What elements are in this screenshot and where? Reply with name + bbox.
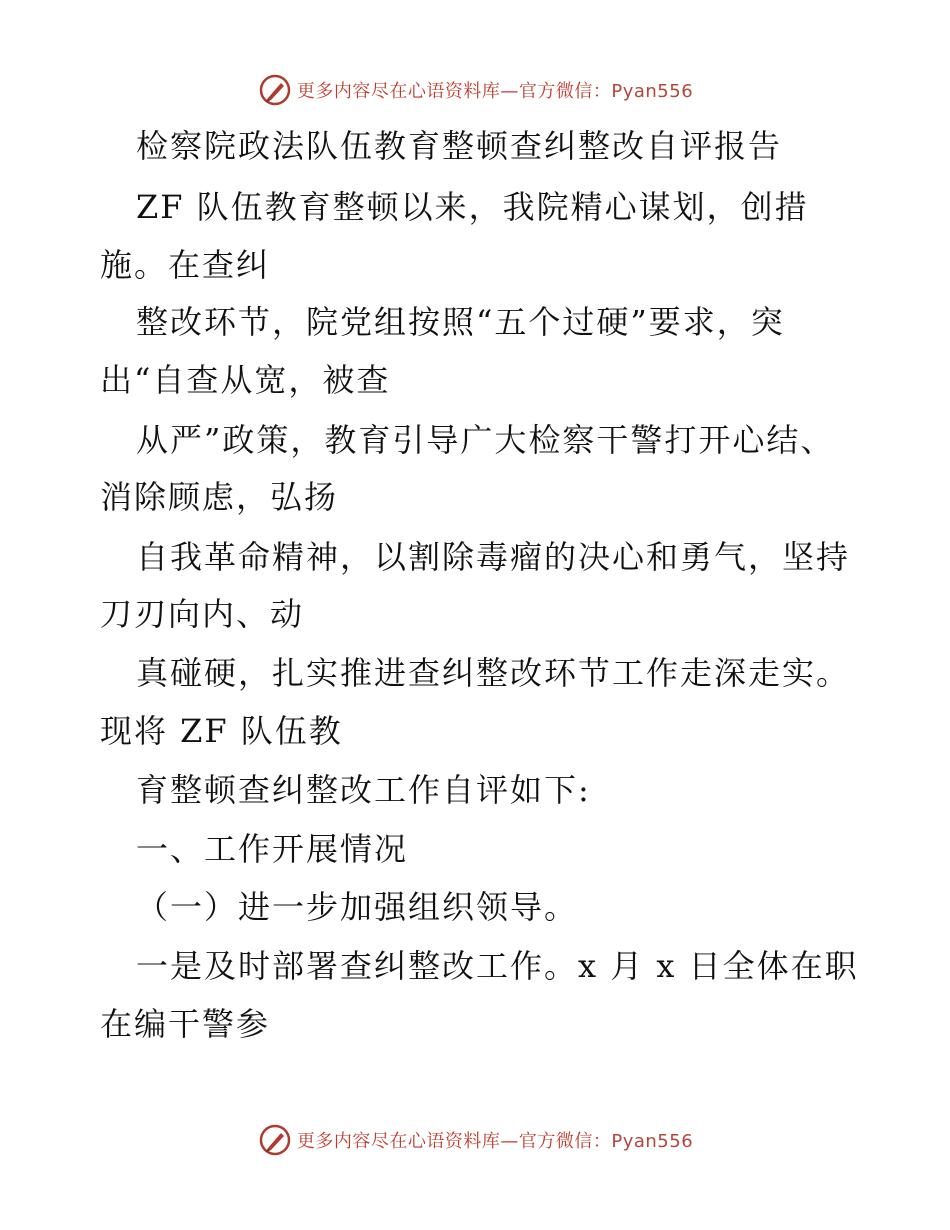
paragraph-line: 育整顿查纠整改工作自评如下:	[136, 771, 591, 809]
section-heading: 一、工作开展情况	[136, 830, 409, 868]
paragraph-line: 消除顾虑，弘扬	[100, 478, 339, 516]
footer-watermark	[0, 1120, 950, 1160]
subsection-heading: （一）进一步加强组织领导。	[136, 888, 579, 926]
paragraph-line: 整改环节，院党组按照“五个过硬”要求，突	[136, 303, 785, 341]
header-watermark	[0, 70, 950, 110]
watermark-text: 更多内容尽在心语资料库—官方微信：Pyan556	[296, 1131, 694, 1152]
paragraph-line: ZF 队伍教育整顿以来，我院精心谋划，创措	[136, 188, 809, 226]
watermark-text: 更多内容尽在心语资料库—官方微信：Pyan556	[296, 81, 694, 102]
paragraph-line: 真碰硬，扎实推进查纠整改环节工作走深走实。	[136, 654, 851, 692]
paragraph-line: 施。在查纠	[100, 246, 271, 284]
pen-in-circle-icon	[257, 1122, 293, 1158]
paragraph-line: 在编干警参	[100, 1005, 271, 1043]
paragraph-line: 自我革命精神，以割除毒瘤的决心和勇气，坚持	[136, 538, 851, 576]
pen-in-circle-icon	[257, 72, 293, 108]
paragraph-line: 一是及时部署查纠整改工作。x 月 x 日全体在职	[136, 947, 859, 985]
paragraph-line: 出“自查从宽，被查	[100, 361, 391, 399]
paragraph-line: 刀刃向内、动	[100, 595, 305, 633]
document-title: 检察院政法队伍教育整顿查纠整改自评报告	[136, 127, 783, 165]
paragraph-line: 从严”政策，教育引导广大检察干警打开心结、	[136, 421, 835, 459]
paragraph-line: 现将 ZF 队伍教	[100, 712, 343, 750]
